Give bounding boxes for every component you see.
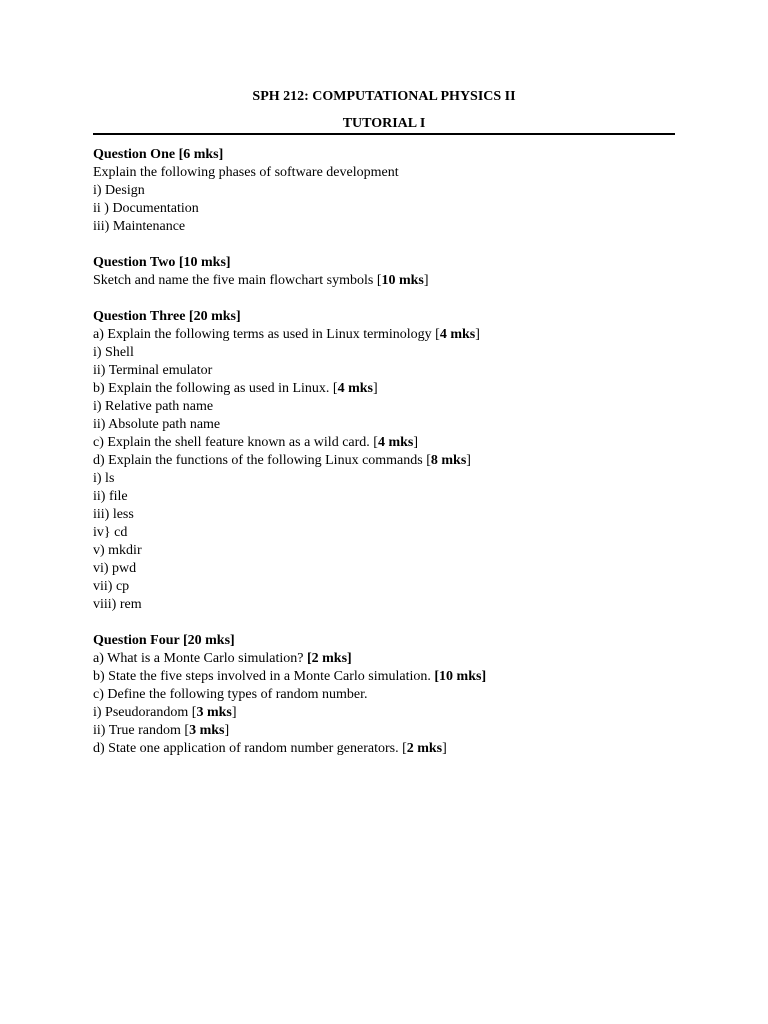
linux-command-item: vi) pwd [93, 561, 137, 576]
question-three-part-b: b) Explain the following as used in Linux. [4 mks] [93, 381, 378, 396]
question-one-intro: Explain the following phases of software development [93, 165, 399, 180]
linux-command-item: vii) cp [93, 579, 130, 594]
marks-label: 10 mks [381, 273, 424, 288]
question-four-part-b: b) State the five steps involved in a Monte Carlo simulation. [10 mks] [93, 669, 487, 684]
question-four-part-a: a) What is a Monte Carlo simulation? [2 mks] [93, 651, 352, 666]
marks-label: 4 mks [439, 327, 476, 342]
marks-label: 8 mks [430, 453, 467, 468]
question-three-part-a: a) Explain the following terms as used in Linux terminology [4 mks] [93, 327, 480, 342]
question-four-heading: Question Four [20 mks] [93, 633, 235, 648]
question-one-item: ii ) Documentation [93, 201, 199, 216]
linux-command-item: ii) file [93, 489, 128, 504]
linux-command-item: i) ls [93, 471, 115, 486]
linux-command-item: v) mkdir [93, 543, 142, 558]
linux-command-item: iv} cd [93, 525, 128, 540]
marks-label: 3 mks [189, 723, 225, 738]
linux-command-item: iii) less [93, 507, 134, 522]
linux-command-item: viii) rem [93, 597, 142, 612]
marks-label: [2 mks] [306, 651, 352, 666]
question-two-text: Sketch and name the five main flowchart symbols [10 mks] [93, 273, 429, 288]
question-two-heading: Question Two [10 mks] [93, 255, 231, 270]
marks-label: [10 mks] [434, 669, 487, 684]
question-three-part-c: c) Explain the shell feature known as a wild card. [4 mks] [93, 435, 419, 450]
question-four-item: ii) True random [3 mks] [93, 723, 230, 738]
header-divider [93, 133, 675, 135]
question-one-item: i) Design [93, 183, 145, 198]
question-three-item: ii) Absolute path name [93, 417, 221, 432]
question-four-part-d: d) State one application of random number generators. [2 mks] [93, 741, 447, 756]
tutorial-title: TUTORIAL I [342, 116, 426, 131]
marks-label: 3 mks [196, 705, 232, 720]
course-title: SPH 212: COMPUTATIONAL PHYSICS II [252, 89, 516, 104]
question-three-item: i) Shell [93, 345, 134, 360]
marks-label: 4 mks [337, 381, 373, 396]
question-one-item: iii) Maintenance [93, 219, 186, 234]
question-three-heading: Question Three [20 mks] [93, 309, 241, 324]
marks-label: 4 mks [377, 435, 414, 450]
question-three-item: i) Relative path name [93, 399, 214, 414]
question-three-item: ii) Terminal emulator [93, 363, 213, 378]
question-four-item: i) Pseudorandom [3 mks] [93, 705, 237, 720]
question-one-heading: Question One [6 mks] [93, 147, 224, 162]
question-three-part-d: d) Explain the functions of the following Linux commands [8 mks] [93, 453, 471, 468]
document-body [93, 146, 675, 758]
marks-label: 2 mks [406, 741, 443, 756]
question-four-part-c: c) Define the following types of random number. [93, 687, 368, 702]
